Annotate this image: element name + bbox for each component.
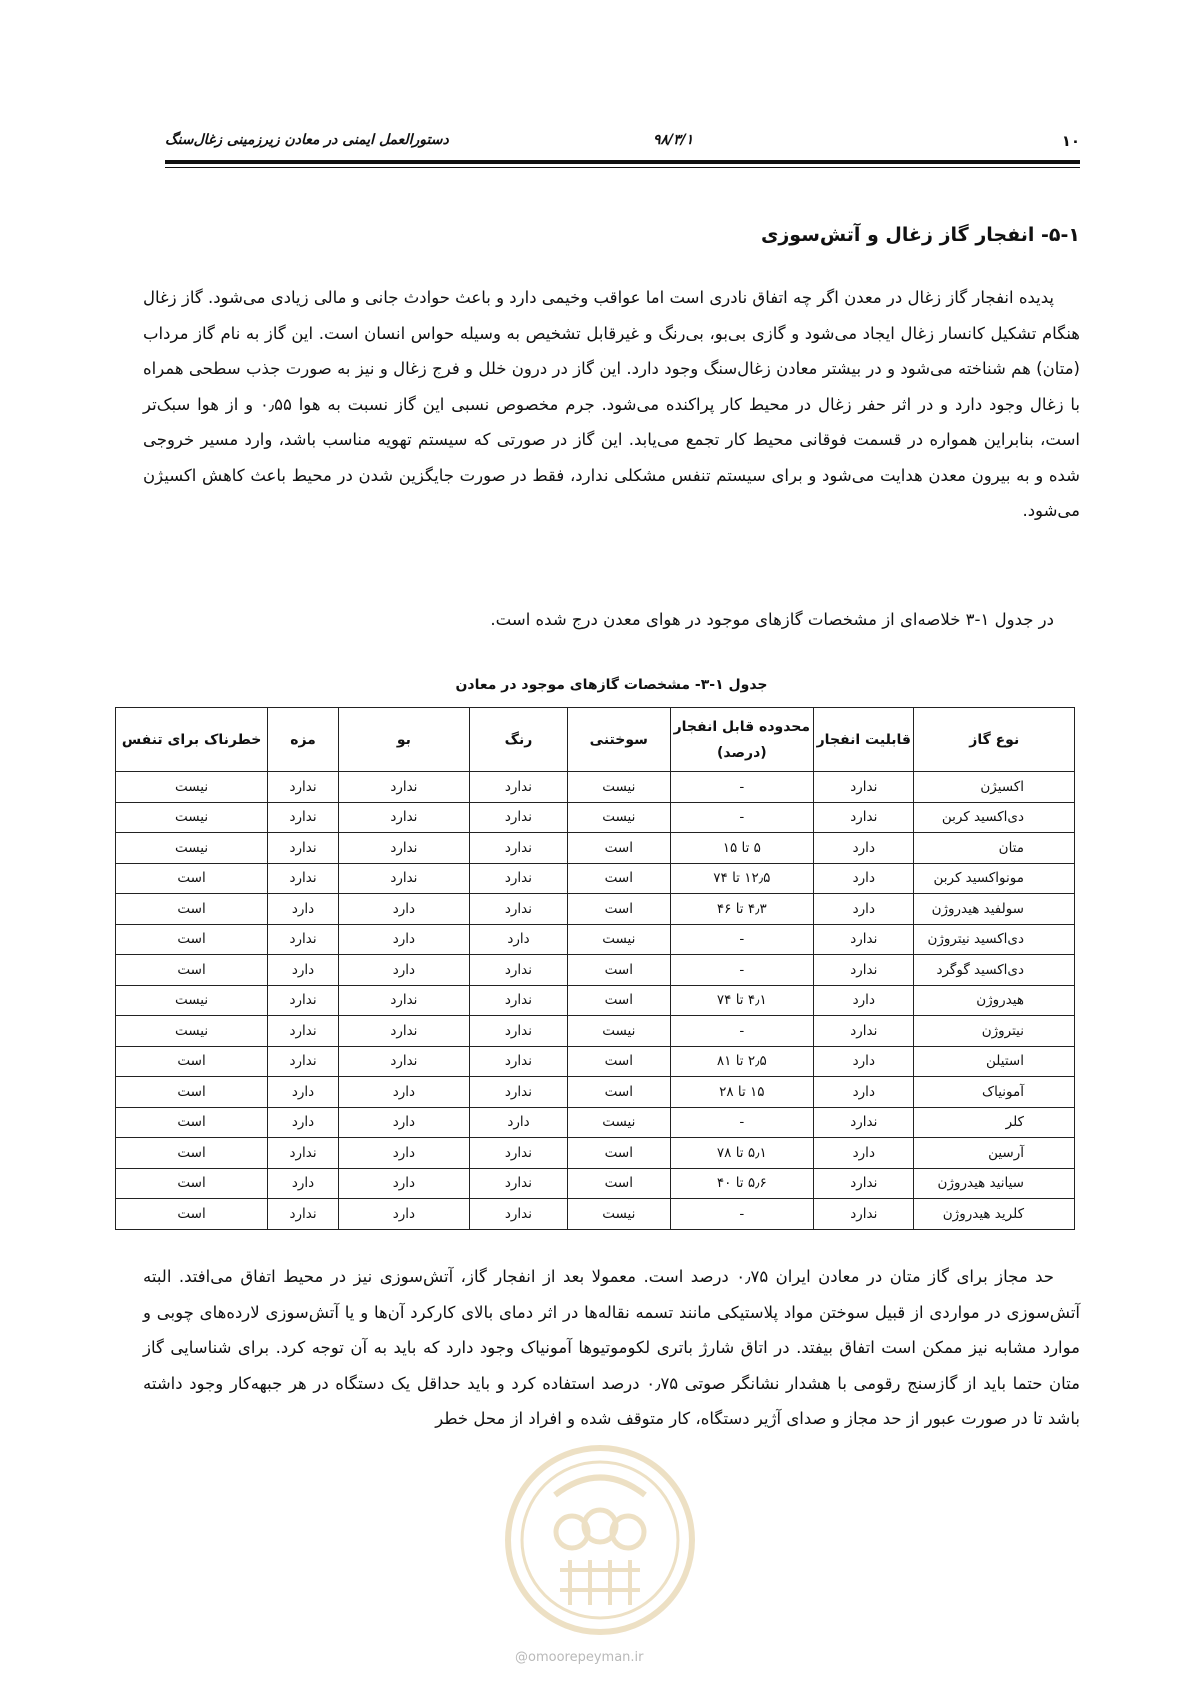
cell-color: ندارد <box>469 1138 567 1169</box>
header-taste: مزه <box>268 708 339 772</box>
cell-explosive-range: - <box>670 1107 814 1138</box>
cell-explosive-range: ۱۵ تا ۲۸ <box>670 1077 814 1108</box>
cell-explosive: دارد <box>814 1046 914 1077</box>
cell-breathing-hazard: است <box>116 1168 268 1199</box>
cell-flammable: نیست <box>568 802 670 833</box>
header-date: ۹۸/۳/۱ <box>653 132 694 148</box>
table-row <box>116 772 1075 803</box>
cell-taste: ندارد <box>268 1016 339 1047</box>
cell-color: ندارد <box>469 1168 567 1199</box>
cell-explosive-range: - <box>670 1199 814 1230</box>
cell-breathing-hazard: است <box>116 1138 268 1169</box>
cell-color: ندارد <box>469 863 567 894</box>
cell-taste: ندارد <box>268 833 339 864</box>
paragraph-intro: پدیده انفجار گاز زغال در معدن اگر چه اتفاق نادری است اما عواقب وخیمی دارد و باعث حوادث جانی و مالی زیادی می‌شود. گاز زغال هنگام تشکیل کانسار زغال ایجاد می‌شود و گازی بی‌بو، بی‌رنگ و غیرقابل تشخیص به وسیله حواس انسان است. این گاز به نام گاز مرداب (متان) هم شناخته می‌شود و در بیشتر معادن زغال‌سنگ وجود دارد. این گاز در درون خلل و فرج زغال و نیز به صورت جذب سطحی همراه با زغال وجود دارد و در اثر حفر زغال در محیط کار پراکنده می‌شود. جرم مخصوص نسبی این گاز نسبت به هوا ۰٫۵۵ و از هوا سبک‌تر است، بنابراین همواره در قسمت فوقانی محیط کار تجمع می‌یابد. این گاز در صورتی که سیستم تهویه مناسب باشد، وارد مسیر خروجی شده و به بیرون معدن هدایت می‌شود و برای سیستم تنفس مشکلی ندارد، فقط در صورت جایگزین شدن در محیط باعث کاهش اکسیژن می‌شود. <box>143 288 1080 520</box>
cell-taste: ندارد <box>268 1046 339 1077</box>
cell-explosive: ندارد <box>814 1107 914 1138</box>
cell-taste: ندارد <box>268 1199 339 1230</box>
cell-explosive-range: - <box>670 1016 814 1047</box>
cell-flammable: نیست <box>568 924 670 955</box>
header-rule-thin <box>165 167 1080 168</box>
cell-gas-name: آمونیاک <box>914 1077 1075 1108</box>
cell-explosive-range: - <box>670 802 814 833</box>
cell-color: ندارد <box>469 955 567 986</box>
cell-explosive: دارد <box>814 894 914 925</box>
cell-breathing-hazard: است <box>116 924 268 955</box>
cell-color: ندارد <box>469 802 567 833</box>
table-row <box>116 833 1075 864</box>
cell-breathing-hazard: نیست <box>116 802 268 833</box>
cell-odor: ندارد <box>338 1046 469 1077</box>
cell-explosive: ندارد <box>814 772 914 803</box>
cell-gas-name: متان <box>914 833 1075 864</box>
cell-explosive: دارد <box>814 833 914 864</box>
cell-gas-name: کلرید هیدروژن <box>914 1199 1075 1230</box>
header-explosive-range: محدوده قابل انفجار (درصد) <box>670 708 814 772</box>
cell-explosive: ندارد <box>814 802 914 833</box>
cell-breathing-hazard: است <box>116 1046 268 1077</box>
cell-explosive: ندارد <box>814 1168 914 1199</box>
cell-explosive-range: ۲٫۵ تا ۸۱ <box>670 1046 814 1077</box>
cell-flammable: است <box>568 985 670 1016</box>
header-flammable: سوختنی <box>568 708 670 772</box>
cell-explosive-range: ۱۲٫۵ تا ۷۴ <box>670 863 814 894</box>
section-title: ۵-۱- انفجار گاز زغال و آتش‌سوزی <box>760 224 1080 246</box>
cell-odor: ندارد <box>338 833 469 864</box>
cell-taste: ندارد <box>268 1138 339 1169</box>
cell-flammable: است <box>568 894 670 925</box>
cell-flammable: است <box>568 1138 670 1169</box>
cell-flammable: است <box>568 1168 670 1199</box>
cell-explosive: دارد <box>814 1138 914 1169</box>
cell-taste: ندارد <box>268 985 339 1016</box>
table-row <box>116 1016 1075 1047</box>
cell-breathing-hazard: است <box>116 863 268 894</box>
cell-gas-name: سیانید هیدروژن <box>914 1168 1075 1199</box>
cell-flammable: است <box>568 863 670 894</box>
cell-color: ندارد <box>469 1016 567 1047</box>
cell-odor: دارد <box>338 924 469 955</box>
cell-explosive-range: - <box>670 955 814 986</box>
header-title: دستورالعمل ایمنی در معادن زیرزمینی زغال‌سنگ <box>165 132 449 148</box>
cell-odor: دارد <box>338 955 469 986</box>
cell-odor: ندارد <box>338 985 469 1016</box>
cell-color: دارد <box>469 1107 567 1138</box>
cell-taste: ندارد <box>268 772 339 803</box>
table-row <box>116 863 1075 894</box>
cell-gas-name: نیتروژن <box>914 1016 1075 1047</box>
table-row <box>116 924 1075 955</box>
cell-gas-name: هیدروژن <box>914 985 1075 1016</box>
cell-odor: دارد <box>338 1168 469 1199</box>
cell-explosive: دارد <box>814 863 914 894</box>
cell-breathing-hazard: است <box>116 894 268 925</box>
header-odor: بو <box>338 708 469 772</box>
cell-explosive: ندارد <box>814 924 914 955</box>
cell-gas-name: دی‌اکسید کربن <box>914 802 1075 833</box>
header-breathing-hazard: خطرناک برای تنفس <box>116 708 268 772</box>
cell-taste: دارد <box>268 1077 339 1108</box>
cell-color: ندارد <box>469 833 567 864</box>
cell-odor: ندارد <box>338 802 469 833</box>
seal-logo-icon <box>500 1440 700 1640</box>
cell-explosive: دارد <box>814 1077 914 1108</box>
cell-flammable: نیست <box>568 772 670 803</box>
cell-flammable: نیست <box>568 1199 670 1230</box>
cell-explosive: ندارد <box>814 955 914 986</box>
cell-taste: دارد <box>268 1107 339 1138</box>
table-row <box>116 985 1075 1016</box>
cell-flammable: است <box>568 1046 670 1077</box>
cell-taste: دارد <box>268 1168 339 1199</box>
table-row <box>116 1077 1075 1108</box>
table-row <box>116 802 1075 833</box>
gas-properties-table <box>115 707 1075 1230</box>
table-row <box>116 1138 1075 1169</box>
cell-taste: ندارد <box>268 802 339 833</box>
paragraph-methane-limit: حد مجاز برای گاز متان در معادن ایران ۰٫۷۵ درصد است. معمولا بعد از انفجار گاز، آتش‌سوزی نیز در محیط اتفاق می‌افتد. البته آتش‌سوزی در مواردی از قبیل سوختن مواد پلاستیکی مانند تسمه نقاله‌ها در اثر دمای بالای کارکرد آن‌ها و یا آتش‌سوزی لارده‌های چوبی و موارد مشابه نیز ممکن است اتفاق بیفتد. در اتاق شارژ باتری لکوموتیوها آمونیاک وجود دارد که باید به آن توجه کرد. برای شناسایی گاز متان حتما باید از گازسنج رقومی با هشدار نشانگر صوتی ۰٫۷۵ درصد استفاده کرد و باید حداقل یک دستگاه در هر جبهه‌کار وجود داشته باشد تا در صورت عبور از حد مجاز و صدای آژیر دستگاه، کار متوقف شده و افراد از محل خطر <box>143 1267 1080 1428</box>
cell-flammable: نیست <box>568 1016 670 1047</box>
watermark-site: @omoorepeyman.ir <box>515 1650 644 1665</box>
cell-breathing-hazard: است <box>116 1077 268 1108</box>
cell-odor: دارد <box>338 1138 469 1169</box>
cell-breathing-hazard: است <box>116 1199 268 1230</box>
cell-breathing-hazard: نیست <box>116 772 268 803</box>
cell-explosive-range: ۵٫۶ تا ۴۰ <box>670 1168 814 1199</box>
cell-gas-name: دی‌اکسید گوگرد <box>914 955 1075 986</box>
table-row <box>116 894 1075 925</box>
cell-explosive-range: ۵ تا ۱۵ <box>670 833 814 864</box>
header-rule-thick <box>165 160 1080 164</box>
cell-explosive-range: ۴٫۱ تا ۷۴ <box>670 985 814 1016</box>
cell-breathing-hazard: نیست <box>116 985 268 1016</box>
cell-breathing-hazard: نیست <box>116 1016 268 1047</box>
cell-gas-name: سولفید هیدروژن <box>914 894 1075 925</box>
cell-taste: دارد <box>268 894 339 925</box>
page-header <box>165 130 1080 158</box>
cell-color: ندارد <box>469 1046 567 1077</box>
cell-gas-name: آرسین <box>914 1138 1075 1169</box>
cell-breathing-hazard: نیست <box>116 833 268 864</box>
table-row <box>116 1046 1075 1077</box>
cell-color: ندارد <box>469 1077 567 1108</box>
cell-explosive: دارد <box>814 985 914 1016</box>
cell-color: ندارد <box>469 1199 567 1230</box>
cell-explosive: ندارد <box>814 1016 914 1047</box>
cell-color: ندارد <box>469 894 567 925</box>
cell-breathing-hazard: است <box>116 1107 268 1138</box>
page-number: ۱۰ <box>1061 132 1080 150</box>
cell-color: ندارد <box>469 985 567 1016</box>
table-caption: جدول ۱-۳- مشخصات گازهای موجود در معادن <box>455 677 768 693</box>
cell-flammable: است <box>568 833 670 864</box>
cell-odor: دارد <box>338 1199 469 1230</box>
cell-odor: دارد <box>338 1077 469 1108</box>
header-color: رنگ <box>469 708 567 772</box>
cell-odor: دارد <box>338 1107 469 1138</box>
cell-odor: ندارد <box>338 863 469 894</box>
cell-breathing-hazard: است <box>116 955 268 986</box>
paragraph-table-ref: در جدول ۱-۳ خلاصه‌ای از مشخصات گازهای موجود در هوای معدن درج شده است. <box>490 610 1054 629</box>
cell-gas-name: کلر <box>914 1107 1075 1138</box>
cell-taste: ندارد <box>268 924 339 955</box>
cell-gas-name: اکسیژن <box>914 772 1075 803</box>
cell-explosive-range: ۴٫۳ تا ۴۶ <box>670 894 814 925</box>
cell-flammable: نیست <box>568 1107 670 1138</box>
table-body <box>116 772 1075 1230</box>
cell-gas-name: استیلن <box>914 1046 1075 1077</box>
table-row <box>116 955 1075 986</box>
cell-taste: ندارد <box>268 863 339 894</box>
cell-flammable: است <box>568 1077 670 1108</box>
cell-odor: ندارد <box>338 772 469 803</box>
cell-odor: ندارد <box>338 1016 469 1047</box>
header-gas-type: نوع گاز <box>914 708 1075 772</box>
cell-odor: دارد <box>338 894 469 925</box>
cell-color: ندارد <box>469 772 567 803</box>
table-row <box>116 1199 1075 1230</box>
cell-flammable: است <box>568 955 670 986</box>
header-explosive: قابلیت انفجار <box>814 708 914 772</box>
cell-color: دارد <box>469 924 567 955</box>
table-header-row <box>116 708 1075 772</box>
cell-explosive-range: - <box>670 924 814 955</box>
watermark-seal <box>500 1440 700 1640</box>
cell-explosive: ندارد <box>814 1199 914 1230</box>
cell-taste: دارد <box>268 955 339 986</box>
cell-gas-name: مونواکسید کربن <box>914 863 1075 894</box>
table-row <box>116 1107 1075 1138</box>
cell-gas-name: دی‌اکسید نیتروژن <box>914 924 1075 955</box>
cell-explosive-range: ۵٫۱ تا ۷۸ <box>670 1138 814 1169</box>
cell-explosive-range: - <box>670 772 814 803</box>
table-row <box>116 1168 1075 1199</box>
